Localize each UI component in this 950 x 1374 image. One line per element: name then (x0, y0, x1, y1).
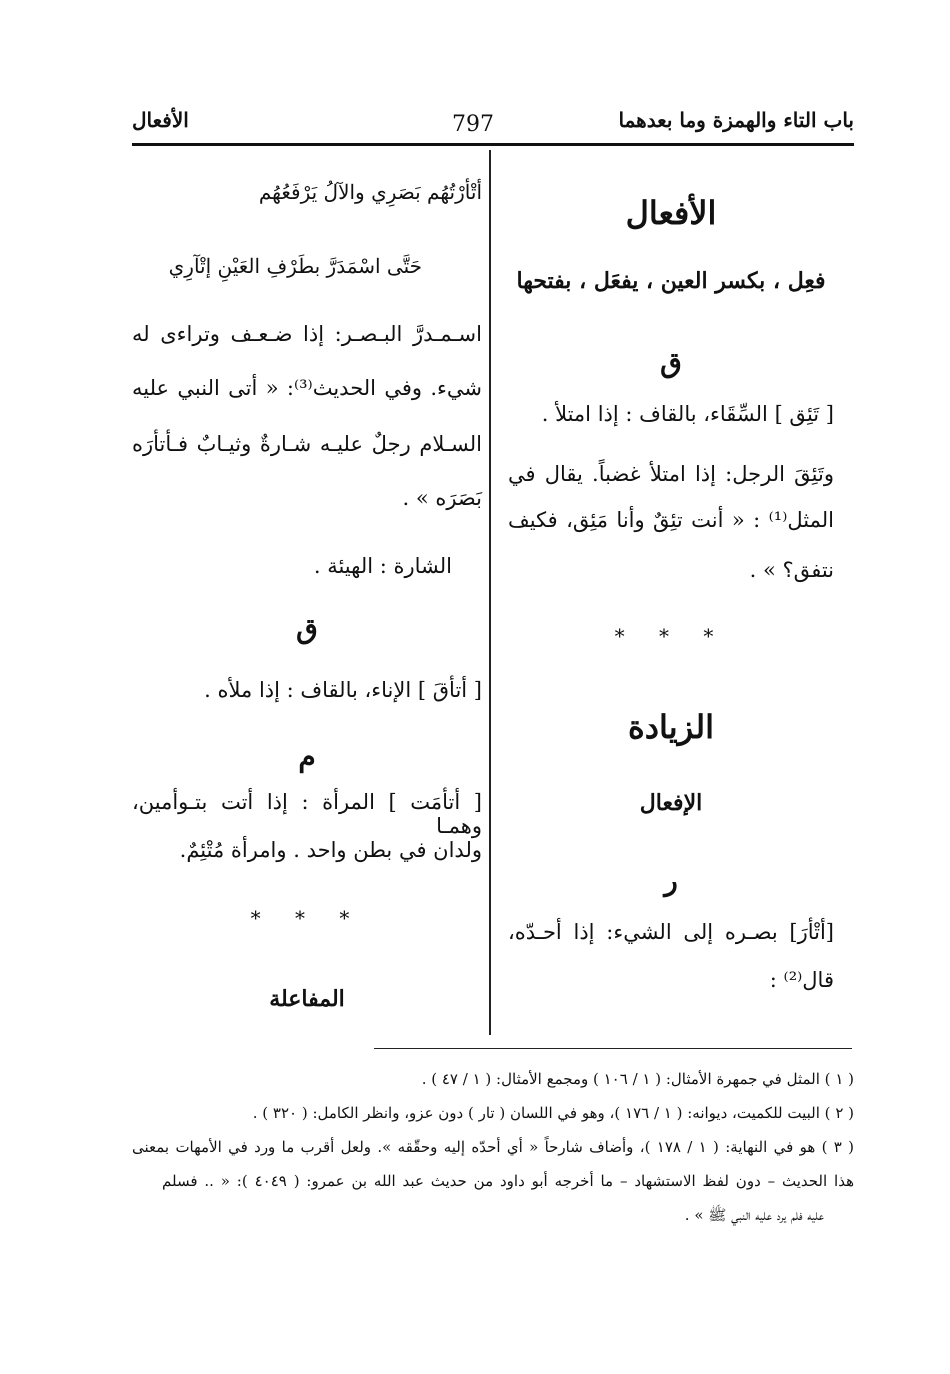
letter-heading-ra: ر (664, 864, 678, 897)
footnote-3-line: ( ٣ ) هو في النهاية: ( ١ / ١٧٨ )، وأضاف شارحاً « أي أحدّه إليه وحقّقه ». ولعل أقرب ما ورد في الأمهات بمعنى (132, 1138, 854, 1156)
running-header-chapter: باب التاء والهمزة وما بعدهما (618, 108, 854, 132)
heading-ziyada: الزيادة (628, 708, 714, 746)
letter-heading-mim: م (298, 740, 316, 773)
footnote-3-line: هذا الحديث – دون لفظ الاستشهاد – ما أخرجه أبو داود من حديث عبد الله بن عمرو: ( ٤٠٤٩ ): « .. فسلم (162, 1172, 854, 1190)
paragraph-line: [ أتأمَت ] المرأة : إذا أتت بتـوأمين، وهمـا (132, 790, 482, 838)
paragraph-line: شيء. وفي الحديث⁽³⁾: « أتى النبي عليه (132, 376, 482, 400)
footnote-1: ( ١ ) المثل في جمهرة الأمثال: ( ١ / ١٠٦ ) ومجمع الأمثال: ( ١ / ٤٧ ) . (421, 1070, 854, 1088)
footnote-2: ( ٢ ) البيت للكميت، ديوانه: ( ١ / ١٧٦ )، وهو في اللسان ( تار ) دون عزو، وانظر الكامل: ( ٣٢٠ ) . (252, 1104, 854, 1122)
verse-line-second: حَتَّى اسْمَدَرَّ بطَرْفِ العَيْنِ إتْآرِي (168, 254, 422, 278)
paragraph-line: وتَئِقَ الرجل: إذا امتلأ غضباً. يقال في (508, 462, 834, 486)
heading-ifal: الإفعال (639, 790, 703, 816)
page-number: 797 (452, 112, 494, 137)
letter-heading-qaf: ق (296, 612, 318, 645)
paragraph-line: الشارة : الهيئة . (313, 554, 452, 578)
heading-mufaala: المفاعلة (269, 986, 345, 1012)
paragraph-line: بَصَرَه » . (402, 486, 482, 510)
section-heading: الأفعال (625, 194, 717, 232)
verse-line-first: أتْأرْتُهُم بَصَرِي والآلُ يَرْفَعُهُم (258, 180, 482, 204)
subheading: فعِل ، بكسر العين ، يفعَل ، بفتحها (516, 268, 826, 294)
paragraph-line: [ أتأقَ ] الإناء، بالقاف : إذا ملأه . (204, 678, 482, 702)
separator-stars: * * * (614, 624, 728, 648)
paragraph-line: المثل⁽¹⁾ : « أنت تئِقٌ وأنا مَئِق، فكيف (508, 508, 834, 532)
letter-heading-qaf: ق (660, 346, 682, 379)
paragraph-line: [أتْأرَ] بصـره إلى الشيء: إذا أحـدّه، (508, 920, 834, 944)
header-rule (132, 143, 854, 146)
paragraph-line: نتفق؟ » . (749, 558, 834, 582)
column-divider (489, 150, 491, 1035)
footnote-rule (374, 1048, 852, 1049)
separator-stars: * * * (250, 906, 364, 930)
paragraph-line: قال⁽²⁾ : (769, 968, 834, 992)
paragraph-line: السـلام رجلٌ عليـه شـارةٌ وثيـابٌ فـأتأرَه (132, 432, 482, 456)
paragraph-line: [ تَئِق ] السِّقَاء، بالقاف : إذا امتلأ . (541, 402, 834, 426)
running-header-section: الأفعال (132, 108, 189, 132)
paragraph-line: اسـمـدرَّ البـصـر: إذا ضـعـف وتراءى له (132, 322, 482, 346)
paragraph-line: ولدان في بطن واحد . وامرأة مُتْئِمٌ. (179, 838, 482, 862)
footnote-3-line: عليه فلم يرد عليه النبي ﷺ » . (684, 1206, 824, 1224)
